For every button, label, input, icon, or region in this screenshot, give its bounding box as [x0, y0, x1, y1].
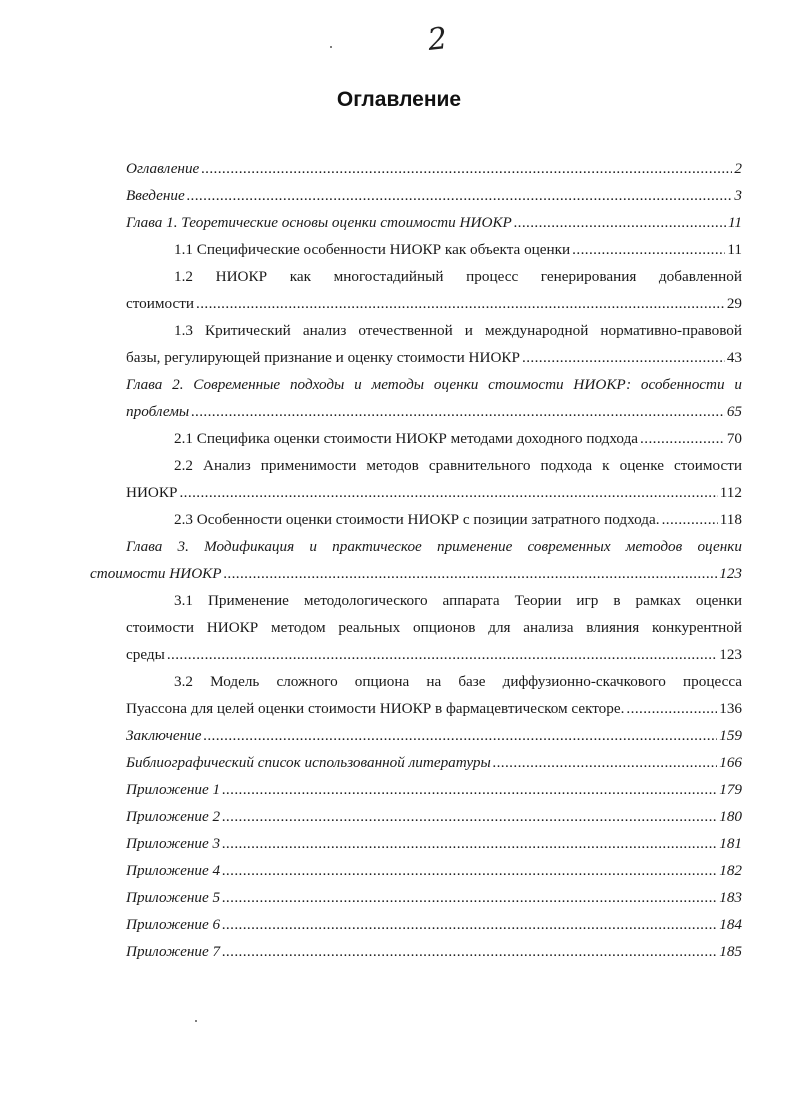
dot-leader: [222, 911, 717, 938]
toc-entry-title-cont: базы, регулирующей признание и оценку стоимости НИОКР: [126, 349, 520, 366]
toc-entry-section-3-1[interactable]: [126, 587, 742, 668]
dot-leader: [572, 236, 725, 263]
dot-leader: [167, 641, 717, 668]
toc-entry-title-cont: стоимости НИОКР: [90, 565, 222, 582]
toc-entry-title: Приложение 5: [126, 889, 221, 906]
toc-entry-contents[interactable]: [126, 155, 742, 182]
dot-leader: [522, 344, 725, 371]
toc-page-number: 180: [719, 808, 742, 825]
page-number: 2: [426, 21, 449, 58]
toc-page-number: 123: [719, 646, 742, 663]
dot-leader: [514, 209, 726, 236]
toc-entry-title: Приложение 6: [126, 916, 221, 933]
toc-entry-appendix-4[interactable]: [126, 857, 742, 884]
toc-entry-title: Приложение 3: [126, 835, 221, 852]
toc-entry-section-1-1[interactable]: [126, 236, 742, 263]
toc-entry-appendix-2[interactable]: [126, 803, 742, 830]
toc-entry-title: 2.3 Особенности оценки стоимости НИОКР с позиции затратного подхода.: [174, 511, 660, 528]
toc-page-number: 179: [719, 781, 742, 798]
toc-entry-title: 1.3 Критический анализ отечественной и международной нормативно-правовой: [174, 322, 742, 339]
toc-page-number: 112: [719, 484, 742, 501]
toc-entry-title: Глава 3. Модификация и практическое применение современных методов оценки: [126, 538, 742, 555]
toc-entry-chapter-2[interactable]: [126, 371, 742, 425]
toc-page-number: 11: [727, 241, 742, 258]
dot-leader: [640, 425, 725, 452]
toc-entry-section-2-3[interactable]: [126, 506, 742, 533]
toc-entry-title-cont: стоимости: [126, 295, 194, 312]
dot-leader: [191, 398, 725, 425]
dot-leader: [179, 479, 717, 506]
dot-leader: [626, 695, 717, 722]
toc-entry-title-cont: НИОКР: [126, 484, 178, 501]
toc-entry-title: Приложение 2: [126, 808, 221, 825]
toc-entry-section-2-1[interactable]: [126, 425, 742, 452]
toc-entry-title: 1.1 Специфические особенности НИОКР как объекта оценки: [174, 241, 571, 258]
toc-entry-title-cont: стоимости НИОКР методом реальных опционов для анализа влияния конкурентной: [126, 619, 742, 636]
toc-entry-title: Введение: [126, 187, 185, 204]
toc-page-number: 65: [726, 403, 742, 420]
toc-entry-section-3-2[interactable]: [126, 668, 742, 722]
toc-page-number: 182: [719, 862, 742, 879]
toc-entry-title: Приложение 1: [126, 781, 221, 798]
toc-entry-title: Библиографический список использованной литературы: [126, 754, 491, 771]
toc-entry-section-1-2[interactable]: [126, 263, 742, 317]
dot-leader: [222, 938, 717, 965]
dot-leader: [222, 857, 717, 884]
toc-page-number: 181: [719, 835, 742, 852]
toc-entry-appendix-3[interactable]: [126, 830, 742, 857]
toc-entry-appendix-1[interactable]: [126, 776, 742, 803]
toc-entry-introduction[interactable]: [126, 182, 742, 209]
toc-entry-conclusion[interactable]: [126, 722, 742, 749]
toc-entry-title: 2.2 Анализ применимости методов сравнительного подхода к оценке стоимости: [174, 457, 742, 474]
toc-page-number: 118: [719, 511, 742, 528]
toc-entry-appendix-7[interactable]: [126, 938, 742, 965]
dot-leader: [224, 560, 718, 587]
toc-entry-section-2-2[interactable]: [126, 452, 742, 506]
toc-page-number: 2: [734, 160, 742, 177]
dot-leader: [201, 155, 732, 182]
dot-leader: [493, 749, 717, 776]
dot-leader: [222, 776, 717, 803]
table-of-contents: [90, 155, 742, 965]
toc-page-number: 123: [719, 565, 742, 582]
toc-page-number: 159: [719, 727, 742, 744]
toc-page-number: 166: [719, 754, 742, 771]
toc-entry-chapter-3[interactable]: [90, 533, 742, 587]
toc-entry-title: 1.2 НИОКР как многостадийный процесс генерирования добавленной: [174, 268, 742, 285]
toc-entry-title-cont: Пуассона для целей оценки стоимости НИОКР в фармацевтическом секторе.: [126, 700, 625, 717]
toc-entry-appendix-5[interactable]: [126, 884, 742, 911]
scan-speck: [330, 46, 332, 48]
toc-page-number: 185: [719, 943, 742, 960]
toc-entry-chapter-1[interactable]: [126, 209, 742, 236]
scan-speck: [195, 1020, 197, 1022]
toc-entry-title: Приложение 7: [126, 943, 221, 960]
toc-page-number: 11: [727, 214, 742, 231]
toc-page-number: 29: [726, 295, 742, 312]
toc-entry-title-cont: проблемы: [126, 403, 190, 420]
toc-page-number: 43: [726, 349, 742, 366]
toc-page-number: 183: [719, 889, 742, 906]
dot-leader: [222, 803, 717, 830]
dot-leader: [222, 884, 717, 911]
toc-entry-title-cont: среды: [126, 646, 165, 663]
toc-entry-title: Оглавление: [126, 160, 200, 177]
dot-leader: [187, 182, 733, 209]
toc-entry-appendix-6[interactable]: [126, 911, 742, 938]
toc-page-number: 184: [719, 916, 742, 933]
toc-page-number: 70: [726, 430, 742, 447]
toc-entry-title: 2.1 Специфика оценки стоимости НИОКР методами доходного подхода: [174, 430, 639, 447]
toc-entry-title: Приложение 4: [126, 862, 221, 879]
dot-leader: [222, 830, 717, 857]
toc-page-number: 3: [734, 187, 742, 204]
toc-entry-section-1-3[interactable]: [126, 317, 742, 371]
dot-leader: [662, 506, 718, 533]
page-title: Оглавление: [336, 88, 462, 111]
toc-entry-bibliography[interactable]: [126, 749, 742, 776]
dot-leader: [196, 290, 725, 317]
toc-entry-title: Заключение: [126, 727, 202, 744]
toc-entry-title: Глава 1. Теоретические основы оценки стоимости НИОКР: [126, 214, 512, 231]
dot-leader: [204, 722, 718, 749]
toc-entry-title: Глава 2. Современные подходы и методы оценки стоимости НИОКР: особенности и: [126, 376, 742, 393]
toc-page-number: 136: [719, 700, 742, 717]
toc-entry-title: 3.2 Модель сложного опциона на базе диффузионно-скачкового процесса: [174, 673, 742, 690]
toc-entry-title: 3.1 Применение методологического аппарата Теории игр в рамках оценки: [174, 592, 742, 609]
